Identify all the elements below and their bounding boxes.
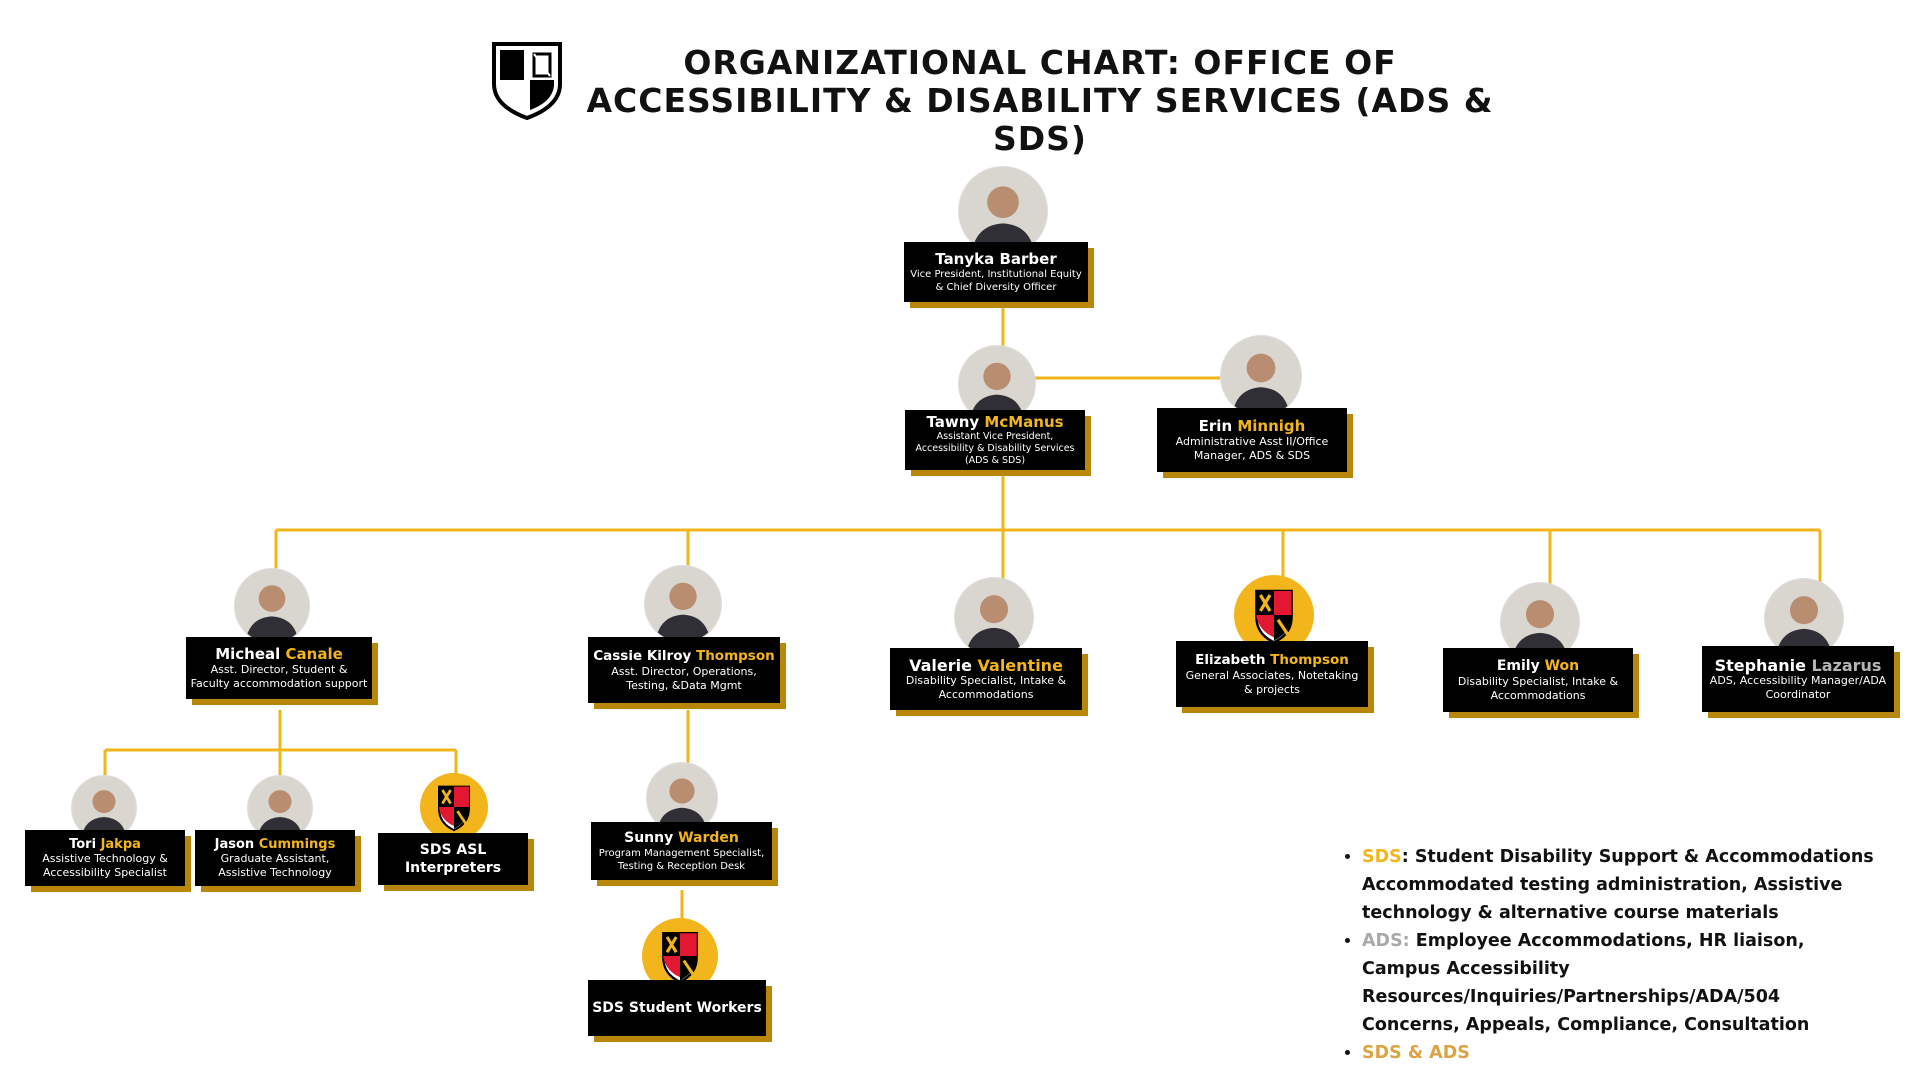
card-tanyka-barber [904, 242, 1088, 302]
card-jason-cummings [195, 830, 355, 886]
title-line-1: ORGANIZATIONAL CHART: OFFICE OF [683, 43, 1397, 82]
card-stephanie-lazarus [1702, 646, 1894, 712]
person-name: Tawny McManus [926, 412, 1064, 431]
card-valerie-valentine [890, 648, 1082, 710]
legend-item-both: • SDS & ADS [1362, 1039, 1880, 1067]
person-role: Assistive Technology & Accessibility Specialist [42, 851, 168, 879]
card-tori-jakpa [25, 830, 185, 886]
avatar-erin-minnigh [1220, 335, 1302, 417]
person-role: Vice President, Institutional Equity & Chief Diversity Officer [910, 268, 1082, 293]
title-line-2: ACCESSIBILITY & DISABILITY SERVICES (ADS & SDS) [586, 81, 1494, 158]
university-shield-logo [490, 40, 564, 120]
card-cassie-kilroy-thompson [588, 637, 780, 703]
legend-item-ads: • ADS: Employee Accommodations, HR liaison, Campus Accessibility Resources/Inquiries/Partnerships/ADA/504 Concerns, Appeals, Compliance, Consultation [1362, 927, 1880, 1039]
card-sunny-warden [591, 822, 772, 880]
person-name: Erin Minnigh [1198, 416, 1306, 435]
person-name: Tanyka Barber [935, 249, 1057, 268]
group-name: SDS Student Workers [592, 1000, 762, 1016]
card-micheal-canale [186, 637, 372, 699]
person-name: Emily Won [1496, 657, 1580, 674]
avatar-cassie-kilroy-thompson [644, 565, 722, 643]
person-name: Stephanie Lazarus [1714, 655, 1882, 675]
card-erin-minnigh [1157, 408, 1347, 472]
person-role: Asst. Director, Student & Faculty accommodation support [190, 662, 368, 690]
person-name: Valerie Valentine [909, 655, 1063, 675]
person-name: Jason Cummings [214, 836, 336, 852]
person-role: General Associates, Notetaking & projects [1185, 668, 1359, 696]
person-name: Tori Jakpa [69, 836, 141, 852]
person-name: Micheal Canale [215, 644, 343, 663]
person-name: Sunny Warden [624, 829, 739, 846]
header [490, 40, 1520, 158]
legend [1340, 843, 1880, 1067]
person-role: Administrative Asst II/Office Manager, ADS & SDS [1175, 434, 1329, 462]
person-role: Asst. Director, Operations, Testing, &Data Mgmt [611, 664, 757, 692]
card-emily-won [1443, 648, 1633, 712]
group-name: SDS ASL Interpreters [404, 842, 502, 876]
person-role: Program Management Specialist, Testing & Reception Desk [598, 847, 765, 872]
card-tawny-mcmanus [905, 410, 1085, 470]
card-sds-asl-interpreters [378, 833, 528, 885]
person-role: Disability Specialist, Intake & Accommodations [1457, 674, 1619, 702]
avatar-valerie-valentine [954, 577, 1034, 657]
card-sds-student-workers [588, 980, 766, 1036]
crest-icon [420, 773, 488, 841]
avatar-micheal-canale [234, 568, 310, 644]
person-name: Elizabeth Thompson [1195, 651, 1349, 668]
person-role: ADS, Accessibility Manager/ADA Coordinator [1709, 673, 1887, 701]
person-role: Assistant Vice President, Accessibility & Disability Services (ADS & SDS) [915, 430, 1075, 466]
person-role: Graduate Assistant, Assistive Technology [218, 851, 332, 879]
page-title [570, 44, 1510, 158]
legend-item-sds: • SDS: Student Disability Support & Accommodations Accommodated testing administration, Assistive technology & alternative course materials [1362, 843, 1880, 927]
person-role: Disability Specialist, Intake & Accommodations [905, 673, 1067, 701]
person-name: Cassie Kilroy Thompson [593, 647, 775, 664]
card-elizabeth-thompson [1176, 641, 1368, 707]
